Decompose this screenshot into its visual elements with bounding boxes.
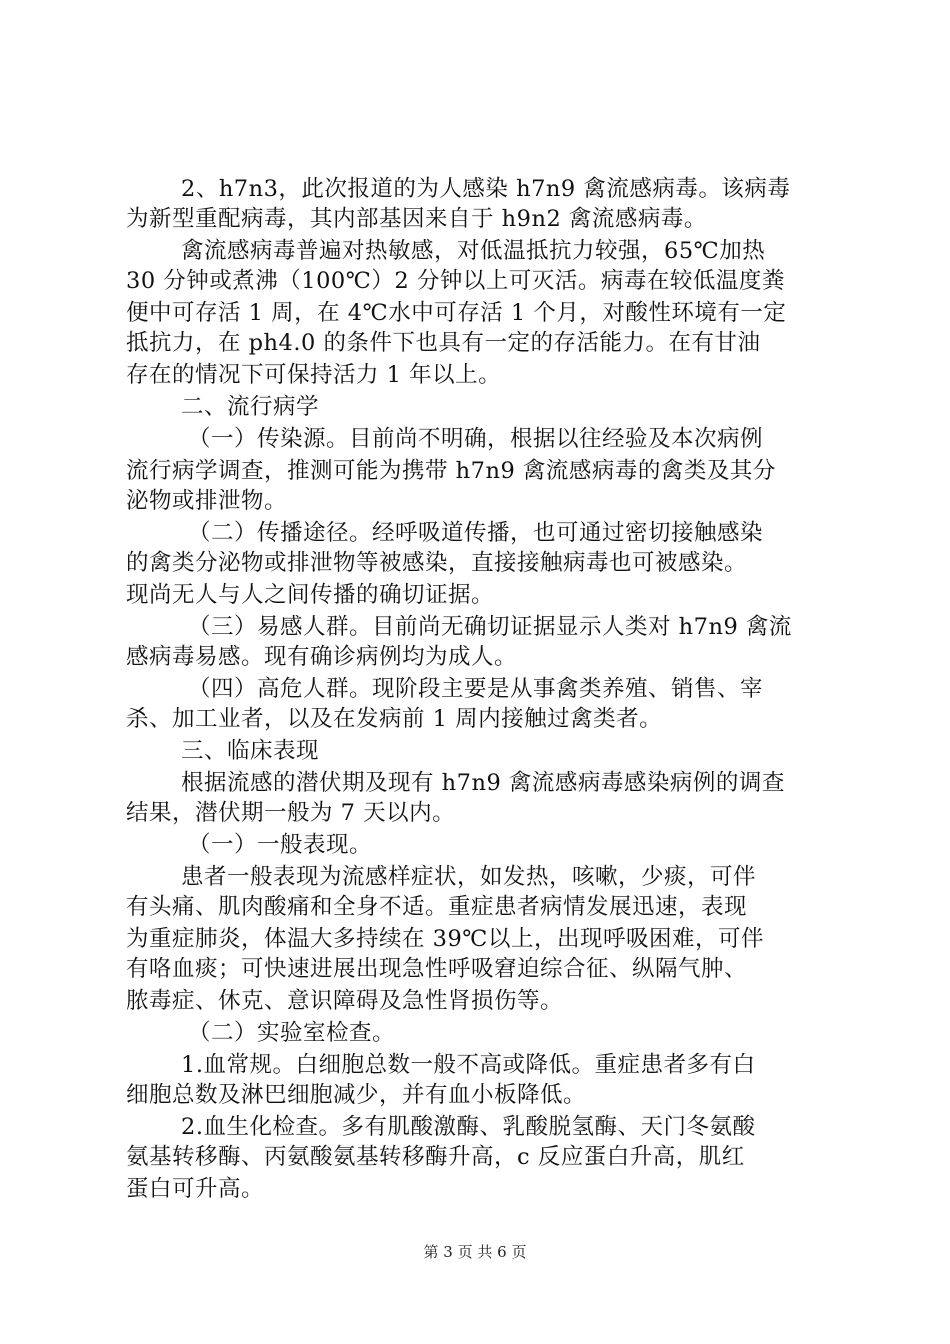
text-line: 根据流感的潜伏期及现有 h7n9 禽流感病毒感染病例的调查 bbox=[181, 770, 785, 796]
text-line: 30 分钟或煮沸（100℃）2 分钟以上可灭活。病毒在较低温度粪 bbox=[126, 268, 785, 294]
text-line: 禽流感病毒普遍对热敏感，对低温抵抗力较强，65℃加热 bbox=[181, 238, 766, 264]
text-line: 为重症肺炎，体温大多持续在 39℃以上，出现呼吸困难，可伴 bbox=[126, 926, 764, 952]
text-line: （二）传播途径。经呼吸道传播，也可通过密切接触感染 bbox=[188, 520, 764, 546]
text-line: 泌物或排泄物。 bbox=[126, 488, 288, 514]
page-footer: 第 3 页 共 6 页 bbox=[423, 1243, 527, 1261]
text-line: 2.血生化检查。多有肌酸激酶、乳酸脱氢酶、天门冬氨酸 bbox=[181, 1114, 756, 1140]
text-line: 杀、加工业者，以及在发病前 1 周内接触过禽类者。 bbox=[126, 706, 663, 732]
text-line: （一）一般表现。 bbox=[188, 832, 373, 858]
text-line: 流行病学调查，推测可能为携带 h7n9 禽流感病毒的禽类及其分 bbox=[126, 458, 776, 484]
text-line: 感病毒易感。现有确诊病例均为成人。 bbox=[126, 644, 518, 670]
text-line: 有咯血痰；可快速进展出现急性呼吸窘迫综合征、纵隔气肿、 bbox=[126, 956, 748, 982]
text-line: 现尚无人与人之间传播的确切证据。 bbox=[126, 582, 495, 608]
text-line: 蛋白可升高。 bbox=[126, 1176, 265, 1202]
text-line: 脓毒症、休克、意识障碍及急性肾损伤等。 bbox=[126, 988, 564, 1014]
text-line: 三、临床表现 bbox=[181, 738, 320, 764]
text-line: 1.血常规。白细胞总数一般不高或降低。重症患者多有白 bbox=[181, 1052, 756, 1078]
text-line: 二、流行病学 bbox=[181, 394, 320, 420]
text-line: 存在的情况下可保持活力 1 年以上。 bbox=[126, 362, 502, 388]
text-line: 的禽类分泌物或排泄物等被感染，直接接触病毒也可被感染。 bbox=[126, 550, 748, 576]
text-line: 结果，潜伏期一般为 7 天以内。 bbox=[126, 800, 456, 826]
text-line: 细胞总数及淋巴细胞减少，并有血小板降低。 bbox=[126, 1082, 587, 1108]
text-line: （一）传染源。目前尚不明确，根据以往经验及本次病例 bbox=[188, 426, 764, 452]
text-line: （二）实验室检查。 bbox=[188, 1020, 396, 1046]
text-line: （四）高危人群。现阶段主要是从事禽类养殖、销售、宰 bbox=[188, 676, 764, 702]
text-line: 抵抗力，在 ph4.0 的条件下也具有一定的存活能力。在有甘油 bbox=[126, 330, 761, 356]
text-line: 患者一般表现为流感样症状，如发热，咳嗽，少痰，可伴 bbox=[181, 864, 757, 890]
text-line: 为新型重配病毒，其内部基因来自于 h9n2 禽流感病毒。 bbox=[126, 206, 707, 232]
text-line: 氨基转移酶、丙氨酸氨基转移酶升高，c 反应蛋白升高，肌红 bbox=[126, 1144, 745, 1170]
text-line: 2、h7n3，此次报道的为人感染 h7n9 禽流感病毒。该病毒 bbox=[181, 176, 791, 202]
text-line: （三）易感人群。目前尚无确切证据显示人类对 h7n9 禽流 bbox=[188, 614, 792, 640]
text-line: 便中可存活 1 周，在 4℃水中可存活 1 个月，对酸性环境有一定 bbox=[126, 300, 787, 326]
text-line: 有头痛、肌肉酸痛和全身不适。重症患者病情发展迅速，表现 bbox=[126, 894, 748, 920]
